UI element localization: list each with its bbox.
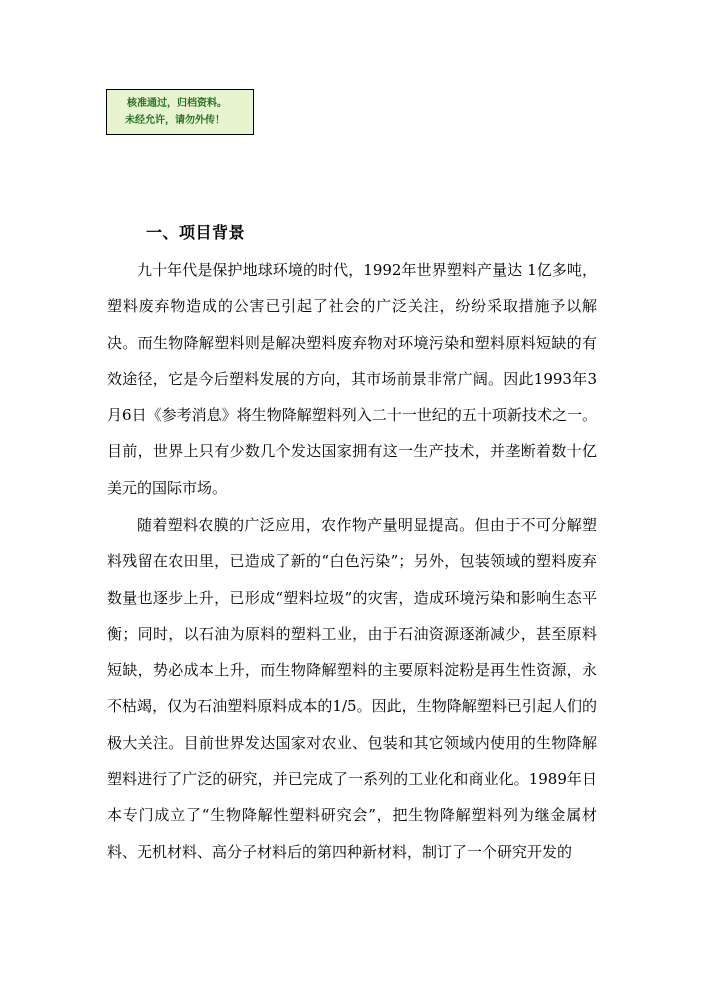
paragraph-1: 九十年代是保护地球环境的时代，1992年世界塑料产量达 1亿多吨，塑料废弃物造成的公害已引起了社会的广泛关注，纷纷采取措施予以解决。而生物降解塑料则是解决塑料废弃物对环境污染和塑料原料短缺的有效途径，它是今后塑料发展的方向，其市场前景非常广阔。因此1993年3月6日《参考消息》将生物降解塑料列入二十一世纪的五十项新技术之一。目前，世界上只有少数几个发达国家拥有这一生产技术，并垄断着数十亿美元的国际市场。 [107,261,597,497]
section-heading: 一、项目背景 [146,223,246,242]
notice-line-1: 核准通过，归档资料。 [127,98,227,109]
paragraph-2: 随着塑料农膜的广泛应用，农作物产量明显提高。但由于不可分解塑料残留在农田里，已造成了新的“白色污染”；另外，包装领域的塑料废弃数量也逐步上升，已形成“塑料垃圾”的灾害，造成环境污染和影响生态平衡；同时，以石油为原料的塑料工业，由于石油资源逐渐减少，甚至原料短缺，势必成本上升，而生物降解塑料的主要原料淀粉是再生性资源，永不枯竭，仅为石油塑料原料成本的1/5。因此，生物降解塑料已引起人们的极大关注。目前世界发达国家对农业、包装和其它领域内使用的生物降解塑料进行了广泛的研究，并已完成了一系列的工业化和商业化。1989年日本专门成立了“生物降解性塑料研究会”，把生物降解塑料列为继金属材料、无机材料、高分子材料后的第四种新材料，制订了一个研究开发的 [107,516,597,861]
notice-line-2: 未经允许，请勿外传！ [125,115,225,126]
approval-notice-box [106,89,254,135]
